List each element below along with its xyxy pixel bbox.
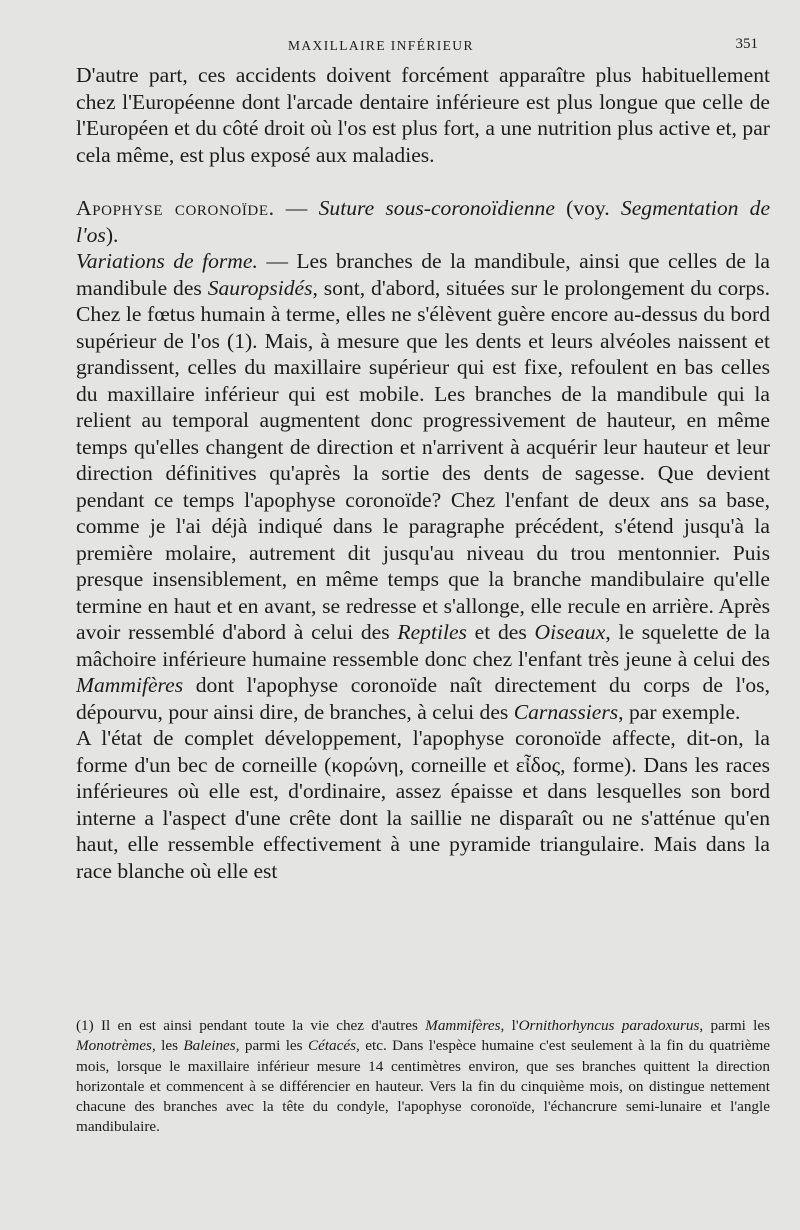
paragraph-4: A l'état de complet développement, l'apophyse coronoïde affecte, dit-on, la forme d'un bec de corneille (κορώνη, corneille et εἶδος, forme). Dans les races inférieures où elle est, d'ordinaire, assez épaisse et dans lesquelles son bord interne a l'aspect d'une crête dont la saillie ne disparaît ou ne s'atténue qu'en haut, elle ressemble effectivement à une pyramide triangulaire. Mais dans la race blanche où elle est <box>76 726 770 883</box>
paragraph-2: Apophyse coronoïde. — Suture sous-coronoïdienne (voy. Segmentation de l'os). <box>76 196 771 247</box>
cross-reference-2: Segmentation de l'os <box>76 196 771 247</box>
subsection-heading-variations: Variations de forme. <box>76 249 258 273</box>
paragraph-1: D'autre part, ces accidents doivent forcément apparaître plus habituellement chez l'Européenne dont l'arcade dentaire inférieure est plus longue que celle de l'Européen et du côté droit où l'os est plus fort, a une nutrition plus active et, par cela même, est plus exposé aux maladies. <box>76 63 770 167</box>
running-title: MAXILLAIRE INFÉRIEUR <box>288 38 474 53</box>
footnote <box>76 1016 770 1138</box>
cross-reference: Suture sous-coronoïdienne <box>318 196 555 220</box>
footnote-1: (1) Il en est ainsi pendant toute la vie chez d'autres Mammifères, l'Ornithorhyncus paradoxurus, parmi les Monotrèmes, les Baleines, parmi les Cétacés, etc. Dans l'espèce humaine c'est seulement à la fin du quatrième mois, lorsque le maxillaire inférieur mesure 14 centimètres environ, que ses branches quittent la direction horizontale et commencent à se différencier en hauteur. Vers la fin du cinquième mois, on distingue nettement chacune des branches avec la tête du condyle, l'apophyse coronoïde, l'échancrure semi-lunaire et l'angle mandibulaire. <box>76 1017 770 1136</box>
section-heading-apophyse: Apophyse coronoïde. <box>76 196 275 220</box>
page-number: 351 <box>735 36 758 52</box>
paragraph-3: Variations de forme. — Les branches de la mandibule, ainsi que celles de la mandibule des Sauropsidés, sont, d'abord, situées sur le prolongement du corps. Chez le fœtus humain à terme, elles ne s'élèvent guère encore au-dessus du bord supérieur de l'os (1). Mais, à mesure que les dents et leurs alvéoles naissent et grandissent, celles du maxillaire supérieur qui est fixe, refoulent en bas celles du maxillaire inférieur qui est mobile. Les branches de la mandibule qui la relient au temporal augmentent donc progressivement de hauteur, en même temps qu'elles changent de direction et n'arrivent à acquérir leur hauteur et leur direction définitives qu'après la sortie des dents de sagesse. Que devient pendant ce temps l'apophyse coronoïde? Chez l'enfant de deux ans sa base, comme je l'ai déjà indiqué dans le paragraphe précédent, s'étend jusqu'à la première molaire, autrement dit jusqu'au niveau du trou mentonnier. Puis presque insensiblement, en même temps que la branche mandibulaire qu'elle termine en haut et en avant, se redresse et s'allonge, elle recule en arrière. Après avoir ressemblé d'abord à celui des Reptiles et des Oiseaux, le squelette de la mâchoire inférieure humaine ressemble donc chez l'enfant très jeune à celui des Mammifères dont l'apophyse coronoïde naît directement du corps de l'os, dépourvu, pour ainsi dire, de branches, à celui des Carnassiers, par exemple. <box>76 249 771 724</box>
running-head <box>76 0 770 62</box>
body-text <box>76 62 770 884</box>
